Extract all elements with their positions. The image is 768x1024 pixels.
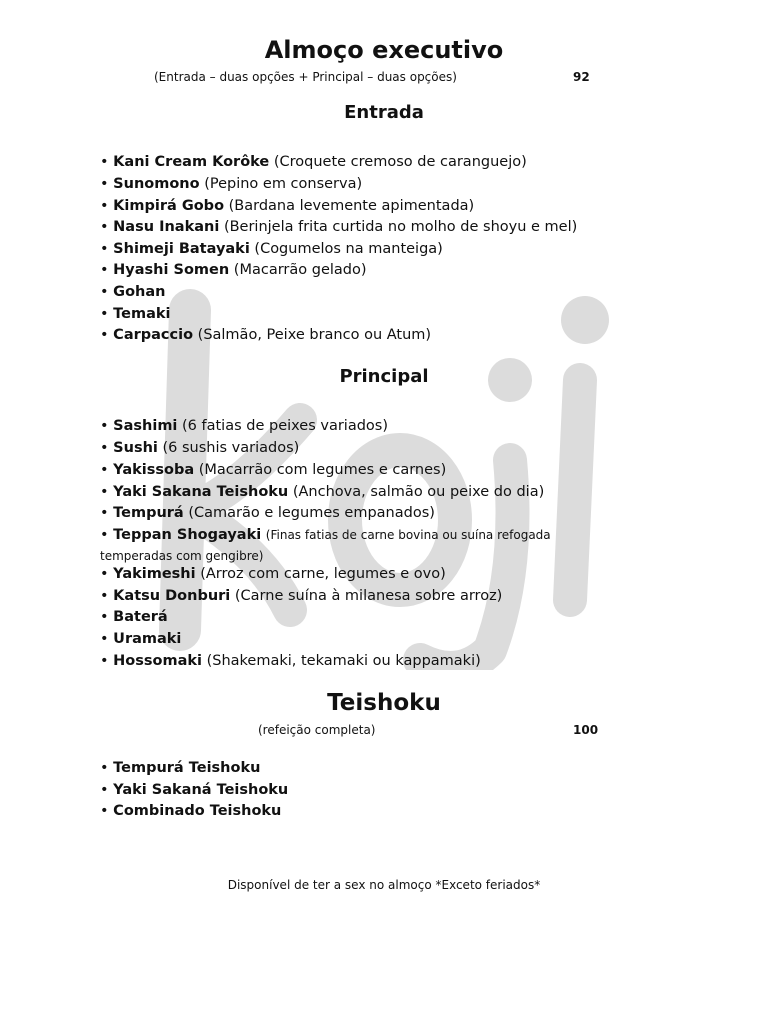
- bullet: •: [100, 505, 109, 521]
- list-item: [100, 304, 170, 326]
- item-name: Sushi: [113, 440, 158, 456]
- item-name: Yakimeshi: [113, 566, 196, 582]
- section-heading-principal: Principal: [339, 366, 429, 387]
- item-name: Hossomaki: [113, 653, 202, 669]
- item-name: Kani Cream Korôke: [113, 154, 270, 170]
- item-name: Sashimi: [113, 418, 178, 434]
- item-name: Nasu Inakani: [113, 219, 220, 235]
- page-title: Almoço executivo: [264, 36, 504, 64]
- list-item: [100, 260, 367, 282]
- list-item: [100, 651, 481, 673]
- menu-subtitle: (Entrada – duas opções + Principal – duas opções): [154, 70, 457, 84]
- item-name: Gohan: [113, 284, 166, 300]
- bullet: •: [100, 760, 109, 776]
- list-item: [100, 174, 362, 196]
- bullet: •: [100, 306, 109, 322]
- list-item: [100, 217, 577, 239]
- bullet: •: [100, 440, 109, 456]
- bullet: •: [100, 588, 109, 604]
- item-desc: (Finas fatias de carne bovina ou suína refogada: [265, 528, 551, 542]
- item-name: Sunomono: [113, 176, 200, 192]
- item-desc: (Berinjela frita curtida no molho de shoyu e mel): [223, 219, 578, 235]
- item-desc: (Croquete cremoso de caranguejo): [273, 154, 527, 170]
- item-desc: (Arroz com carne, legumes e ovo): [200, 566, 446, 582]
- item-name: Baterá: [113, 609, 168, 625]
- item-desc-continued: temperadas com gengibre): [100, 548, 264, 563]
- item-name: Temaki: [113, 306, 171, 322]
- item-desc: (Salmão, Peixe branco ou Atum): [197, 327, 432, 343]
- list-item: [100, 586, 502, 608]
- bullet: •: [100, 631, 109, 647]
- item-name: Yaki Sakaná Teishoku: [113, 782, 289, 798]
- item-desc: (Macarrão com legumes e carnes): [198, 462, 447, 478]
- bullet: •: [100, 609, 109, 625]
- item-name: Kimpirá Gobo: [113, 198, 225, 214]
- item-name: Uramaki: [113, 631, 182, 647]
- list-item: [100, 438, 299, 460]
- item-desc: (Bardana levemente apimentada): [228, 198, 475, 214]
- item-desc: (Carne suína à milanesa sobre arroz): [234, 588, 503, 604]
- teishoku-price: 100: [573, 723, 599, 737]
- bullet: •: [100, 262, 109, 278]
- item-desc: (Anchova, salmão ou peixe do dia): [292, 484, 545, 500]
- section-heading-teishoku: Teishoku: [327, 690, 441, 716]
- section-heading-entrada: Entrada: [344, 102, 424, 123]
- bullet: •: [100, 566, 109, 582]
- list-item: [100, 325, 431, 347]
- list-item: [100, 801, 281, 823]
- list-item: [100, 416, 388, 438]
- item-desc: (Pepino em conserva): [204, 176, 363, 192]
- bullet: •: [100, 782, 109, 798]
- availability-note: Disponível de ter a sex no almoço *Exceto feriados*: [227, 878, 541, 892]
- bullet: •: [100, 462, 109, 478]
- bullet: •: [100, 527, 109, 543]
- list-item: [100, 525, 551, 565]
- list-item: [100, 564, 446, 586]
- item-name: Teppan Shogayaki: [113, 527, 262, 543]
- bullet: •: [100, 484, 109, 500]
- list-item: [100, 629, 181, 651]
- item-desc: (Macarrão gelado): [233, 262, 367, 278]
- list-item: [100, 482, 544, 504]
- list-item: [100, 780, 288, 802]
- bullet: •: [100, 418, 109, 434]
- list-item: [100, 282, 165, 304]
- bullet: •: [100, 198, 109, 214]
- list-item: [100, 460, 446, 482]
- item-name: Yaki Sakana Teishoku: [113, 484, 289, 500]
- menu-price: 92: [573, 70, 590, 84]
- item-desc: (6 fatias de peixes variados): [182, 418, 388, 434]
- bullet: •: [100, 653, 109, 669]
- bullet: •: [100, 176, 109, 192]
- item-name: Tempurá Teishoku: [113, 760, 261, 776]
- bullet: •: [100, 327, 109, 343]
- item-desc: (6 sushis variados): [162, 440, 300, 456]
- bullet: •: [100, 154, 109, 170]
- item-name: Combinado Teishoku: [113, 803, 282, 819]
- list-item: [100, 196, 474, 218]
- item-name: Yakissoba: [113, 462, 195, 478]
- item-name: Hyashi Somen: [113, 262, 230, 278]
- list-item: [100, 503, 435, 525]
- item-desc: (Camarão e legumes empanados): [188, 505, 435, 521]
- list-item: [100, 607, 168, 629]
- list-item: [100, 152, 527, 174]
- item-desc: (Cogumelos na manteiga): [254, 241, 443, 257]
- bullet: •: [100, 284, 109, 300]
- bullet: •: [100, 241, 109, 257]
- item-name: Shimeji Batayaki: [113, 241, 250, 257]
- teishoku-subtitle: (refeição completa): [258, 723, 376, 737]
- bullet: •: [100, 219, 109, 235]
- list-item: [100, 239, 443, 261]
- item-name: Katsu Donburi: [113, 588, 231, 604]
- item-name: Carpaccio: [113, 327, 194, 343]
- bullet: •: [100, 803, 109, 819]
- item-desc: (Shakemaki, tekamaki ou kappamaki): [206, 653, 481, 669]
- list-item: [100, 758, 260, 780]
- item-name: Tempurá: [113, 505, 184, 521]
